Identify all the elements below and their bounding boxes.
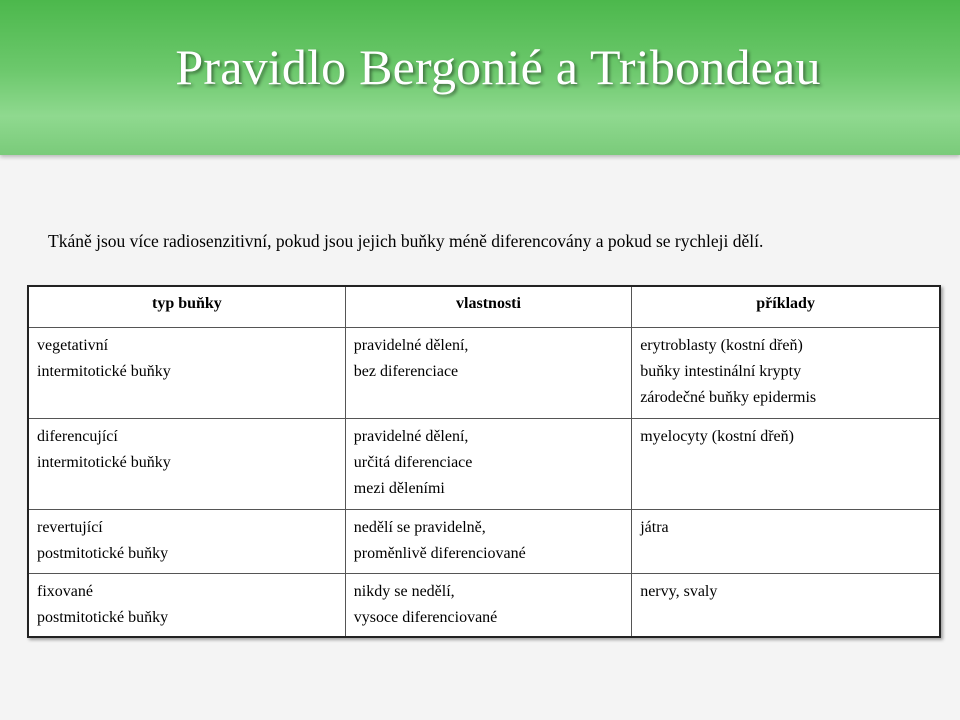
- cell-line: bez diferenciace: [353, 363, 459, 380]
- cell-examples: [632, 328, 940, 419]
- cell-type: [28, 510, 345, 574]
- table-row: [28, 328, 940, 419]
- table-row: [28, 574, 940, 638]
- cell-line: játra: [640, 519, 669, 536]
- cell-line: myelocyty (kostní dřeň): [640, 428, 794, 445]
- cell-line: nedělí se pravidelně,: [353, 519, 486, 536]
- cell-type: [28, 574, 345, 638]
- cell-line: diferencující: [37, 428, 118, 445]
- cell-line: nikdy se nedělí,: [353, 583, 455, 600]
- cell-types-table: [27, 285, 941, 638]
- cell-properties: [345, 574, 631, 638]
- cell-line: určitá diferenciace: [353, 454, 473, 471]
- cell-line: pravidelné dělení,: [353, 428, 469, 445]
- header-cell-type: typ buňky: [28, 286, 345, 328]
- cell-line: pravidelné dělení,: [353, 337, 469, 354]
- header-cell-properties: vlastnosti: [345, 286, 631, 328]
- title-banner: [0, 0, 960, 155]
- intro-text: Tkáně jsou více radiosenzitivní, pokud jsou jejich buňky méně diferencovány a pokud se rychleji dělí.: [48, 231, 764, 251]
- cell-properties: [345, 419, 631, 510]
- cell-line: vysoce diferenciované: [353, 609, 498, 626]
- cell-type: [28, 328, 345, 419]
- cell-line: intermitotické buňky: [37, 454, 171, 471]
- cell-line: vegetativní: [37, 337, 109, 354]
- cell-line: postmitotické buňky: [37, 545, 169, 562]
- table-row: [28, 419, 940, 510]
- cell-line: erytroblasty (kostní dřeň): [640, 337, 803, 354]
- cell-line: buňky intestinální krypty: [640, 363, 802, 380]
- cell-type: [28, 419, 345, 510]
- cell-line: nervy, svaly: [640, 583, 718, 600]
- table-row: [28, 510, 940, 574]
- cell-line: fixované: [37, 583, 93, 600]
- cell-examples: [632, 574, 940, 638]
- cell-line: zárodečné buňky epidermis: [640, 389, 817, 406]
- cell-line: proměnlivě diferenciované: [353, 545, 526, 562]
- cell-properties: [345, 510, 631, 574]
- cell-line: mezi děleními: [353, 480, 445, 497]
- cell-examples: [632, 510, 940, 574]
- cell-properties: [345, 328, 631, 419]
- cell-line: revertující: [37, 519, 103, 536]
- cell-line: postmitotické buňky: [37, 609, 169, 626]
- cell-line: intermitotické buňky: [37, 363, 171, 380]
- cell-examples: [632, 419, 940, 510]
- table-header-row: [28, 286, 940, 328]
- header-cell-examples: příklady: [632, 286, 940, 328]
- slide-title: Pravidlo Bergonié a Tribondeau: [175, 39, 821, 95]
